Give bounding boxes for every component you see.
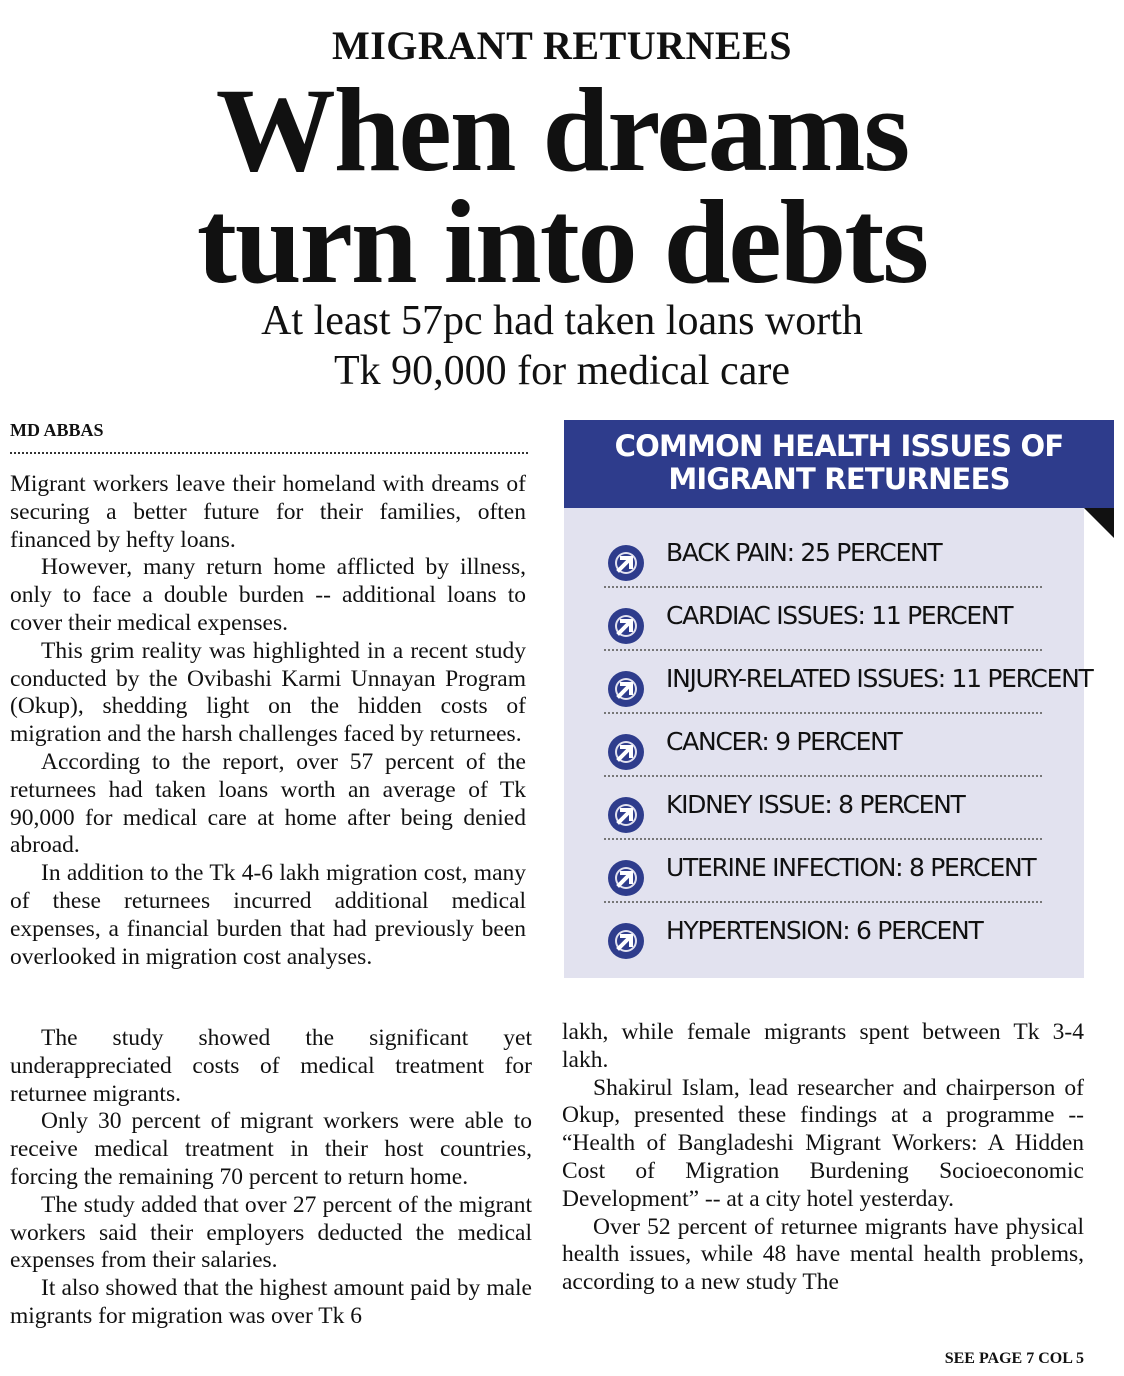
infobox-title-line-1: COMMON HEALTH ISSUES OF [614, 429, 1064, 463]
paragraph: However, many return home afflicted by illness, only to face a double burden -- additional loans to cover their medical expenses. [10, 554, 526, 636]
headline-line-2: turn into debts [196, 175, 928, 308]
paragraph: The study added that over 27 percent of the migrant workers said their employers deducted the medical expenses from their salaries. [10, 1191, 532, 1274]
paragraph: This grim reality was highlighted in a recent study conducted by the Ovibashi Karmi Unnayan Program (Okup), shedding light on the hidden costs of migration and the harsh challenges faced by returnees. [10, 637, 526, 748]
paragraph: Shakirul Islam, lead researcher and chairperson of Okup, presented these findings at a programme -- “Health of Bangladeshi Migrant Workers: A Hidden Cost of Migration Burdening Socioeconomic Development” -- at a city hotel yesterday. [562, 1074, 1084, 1212]
health-issue-label: KIDNEY ISSUE: 8 PERCENT [666, 790, 965, 819]
body-column-1-continued [10, 1025, 532, 1331]
health-issue-label: CARDIAC ISSUES: 11 PERCENT [666, 601, 1013, 630]
byline-divider [10, 452, 528, 454]
health-issue-item [604, 776, 1042, 840]
kicker: MIGRANT RETURNEES [331, 23, 793, 68]
health-issue-label: CANCER: 9 PERCENT [666, 727, 902, 756]
arrow-circle-icon [608, 608, 644, 644]
paragraph: Over 52 percent of returnee migrants have physical health issues, while 48 have mental health problems, according to a new study The [562, 1213, 1084, 1296]
headline [0, 63, 1124, 308]
paragraph: Only 30 percent of migrant workers were able to receive medical treatment in their host countries, forcing the remaining 70 percent to return home. [10, 1108, 532, 1190]
arrow-circle-icon [608, 671, 644, 707]
infobox-shadow [1084, 508, 1114, 538]
byline: MD ABBAS [10, 420, 104, 440]
paragraph: The study showed the significant yet underappreciated costs of medical treatment for returnee migrants. [10, 1025, 532, 1107]
health-issue-label: HYPERTENSION: 6 PERCENT [666, 916, 983, 945]
deck-line-2: Tk 90,000 for medical care [334, 348, 790, 394]
health-issue-label: BACK PAIN: 25 PERCENT [666, 538, 942, 567]
arrow-circle-icon [608, 797, 644, 833]
health-issue-label: INJURY-RELATED ISSUES: 11 PERCENT [666, 664, 1093, 693]
health-issue-label: UTERINE INFECTION: 8 PERCENT [666, 853, 1036, 882]
arrow-circle-icon [608, 545, 644, 581]
health-issue-item [604, 650, 1093, 714]
health-issue-item [604, 902, 1042, 964]
health-issue-item [604, 524, 1042, 588]
deck [0, 296, 1124, 396]
health-issue-item [604, 587, 1042, 651]
health-issue-item [604, 839, 1042, 903]
body-column-1 [10, 471, 526, 971]
arrow-circle-icon [608, 923, 644, 959]
infobox-list [564, 508, 1093, 978]
headline-line-1: When dreams [215, 63, 909, 196]
paragraph: Migrant workers leave their homeland with dreams of securing a better future for their families, often financed by hefty loans. [10, 471, 526, 553]
paragraph: In addition to the Tk 4-6 lakh migration cost, many of these returnees incurred additional medical expenses, a financial burden that had previously been overlooked in migration cost analyses. [10, 860, 526, 970]
body-column-2 [562, 1019, 1084, 1297]
infobox-title-line-2: MIGRANT RETURNEES [668, 462, 1010, 496]
infobox-header [564, 420, 1114, 508]
arrow-circle-icon [608, 734, 644, 770]
health-issue-item [604, 713, 1042, 777]
paragraph: According to the report, over 57 percent of the returnees had taken loans worth an average of Tk 90,000 for medical care at home after being denied abroad. [10, 748, 526, 859]
continuation-note: SEE PAGE 7 COL 5 [944, 1350, 1084, 1367]
paragraph: It also showed that the highest amount paid by male migrants for migration was over Tk 6 [10, 1275, 532, 1329]
arrow-circle-icon [608, 860, 644, 896]
deck-line-1: At least 57pc had taken loans worth [261, 298, 863, 344]
paragraph: lakh, while female migrants spent between Tk 3-4 lakh. [562, 1019, 1084, 1073]
